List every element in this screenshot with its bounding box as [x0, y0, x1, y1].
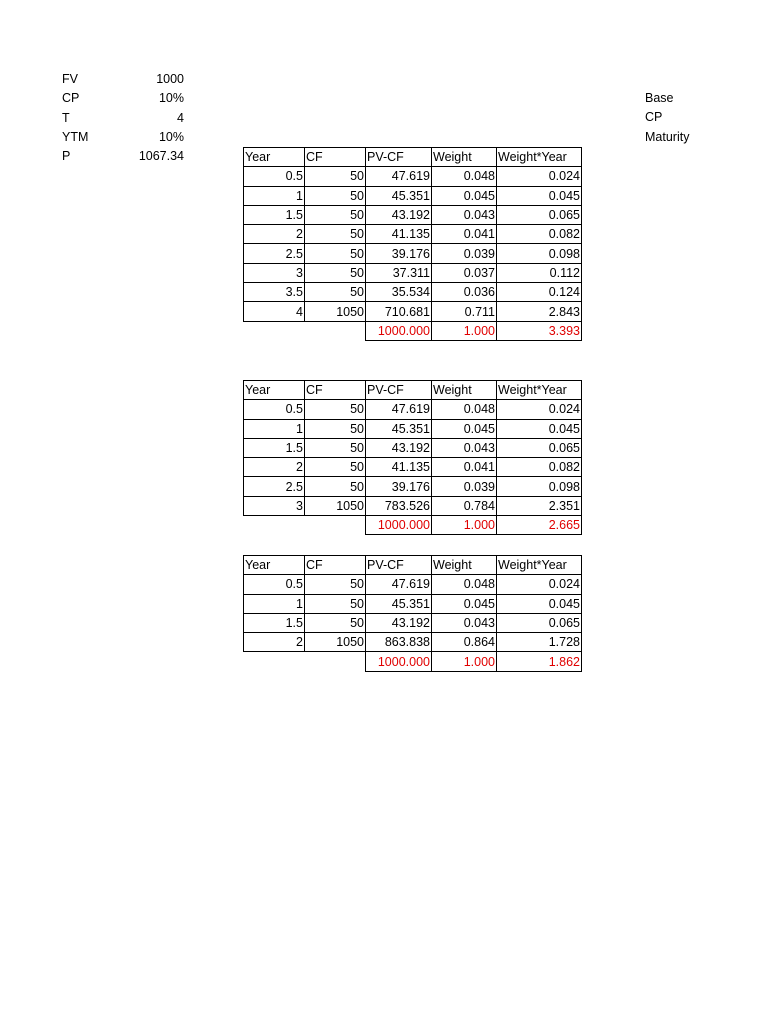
cell-cf: 1050	[305, 633, 366, 652]
cell-weight: 0.041	[432, 458, 497, 477]
param-label: T	[62, 110, 70, 125]
header-weight-year: Weight*Year	[497, 148, 582, 167]
duration-table-cp	[243, 380, 582, 535]
cell-weight: 0.864	[432, 633, 497, 652]
cell-pv-cf: 47.619	[366, 575, 432, 594]
cell-year: 2	[244, 458, 305, 477]
cell-year: 3	[244, 496, 305, 515]
cell-weight: 0.043	[432, 613, 497, 632]
header-weight: Weight	[432, 556, 497, 575]
table-header-row	[244, 381, 582, 400]
cell-cf: 50	[305, 419, 366, 438]
total-pv-cf: 1000.000	[366, 516, 432, 535]
cell-cf: 50	[305, 263, 366, 282]
cell-weight-year: 0.024	[497, 167, 582, 186]
header-year: Year	[244, 148, 305, 167]
table-row	[244, 263, 582, 282]
total-duration: 1.862	[497, 652, 582, 671]
cell-year: 2	[244, 633, 305, 652]
cell-pv-cf: 39.176	[366, 477, 432, 496]
cell-weight: 0.045	[432, 186, 497, 205]
empty-cell	[305, 321, 366, 340]
cell-cf: 50	[305, 225, 366, 244]
cell-weight-year: 0.045	[497, 186, 582, 205]
param-value: 10%	[158, 129, 184, 144]
total-duration: 2.665	[497, 516, 582, 535]
cell-weight-year: 0.082	[497, 458, 582, 477]
table-row	[244, 167, 582, 186]
empty-cell	[305, 652, 366, 671]
header-weight: Weight	[432, 148, 497, 167]
param-value: 10%	[158, 91, 184, 106]
cell-pv-cf: 37.311	[366, 263, 432, 282]
cell-pv-cf: 47.619	[366, 400, 432, 419]
cell-pv-cf: 43.192	[366, 205, 432, 224]
note-base: Base	[645, 91, 674, 105]
header-weight: Weight	[432, 381, 497, 400]
duration-table-base	[243, 147, 582, 341]
note-cp: CP	[645, 110, 663, 125]
cell-year: 3.5	[244, 283, 305, 302]
header-cf: CF	[305, 148, 366, 167]
cell-weight: 0.048	[432, 575, 497, 594]
cell-year: 1	[244, 594, 305, 613]
cell-pv-cf: 41.135	[366, 458, 432, 477]
cell-cf: 50	[305, 283, 366, 302]
param-row-ytm	[62, 128, 184, 147]
table-row	[244, 594, 582, 613]
cell-weight-year: 0.098	[497, 244, 582, 263]
note-maturity: Maturity	[645, 129, 690, 144]
table-row	[244, 225, 582, 244]
bond-parameters	[62, 70, 184, 166]
table-row	[244, 438, 582, 457]
cell-year: 2	[244, 225, 305, 244]
cell-weight-year: 0.065	[497, 613, 582, 632]
cell-weight: 0.041	[432, 225, 497, 244]
cell-year: 1.5	[244, 613, 305, 632]
total-pv-cf: 1000.000	[366, 321, 432, 340]
cell-pv-cf: 45.351	[366, 186, 432, 205]
cell-year: 1	[244, 186, 305, 205]
param-row-t	[62, 109, 184, 128]
table-row	[244, 458, 582, 477]
total-pv-cf: 1000.000	[366, 652, 432, 671]
cell-weight: 0.045	[432, 594, 497, 613]
cell-pv-cf: 783.526	[366, 496, 432, 515]
cell-pv-cf: 45.351	[366, 419, 432, 438]
header-pv-cf: PV-CF	[366, 381, 432, 400]
cell-weight-year: 0.065	[497, 205, 582, 224]
cell-year: 0.5	[244, 167, 305, 186]
table-header-row	[244, 148, 582, 167]
cell-pv-cf: 43.192	[366, 613, 432, 632]
table-row	[244, 419, 582, 438]
totals-row	[244, 652, 582, 671]
cell-weight: 0.039	[432, 477, 497, 496]
cell-cf: 50	[305, 594, 366, 613]
totals-row	[244, 321, 582, 340]
header-pv-cf: PV-CF	[366, 556, 432, 575]
cell-weight-year: 0.098	[497, 477, 582, 496]
table-row	[244, 613, 582, 632]
cell-pv-cf: 39.176	[366, 244, 432, 263]
total-weight: 1.000	[432, 321, 497, 340]
cell-weight-year: 0.124	[497, 283, 582, 302]
cell-pv-cf: 710.681	[366, 302, 432, 321]
param-label: FV	[62, 72, 78, 86]
table-row	[244, 400, 582, 419]
cell-weight-year: 0.045	[497, 419, 582, 438]
header-year: Year	[244, 556, 305, 575]
cell-pv-cf: 863.838	[366, 633, 432, 652]
cell-cf: 50	[305, 400, 366, 419]
cell-pv-cf: 45.351	[366, 594, 432, 613]
duration-table-maturity	[243, 555, 582, 672]
cell-weight: 0.048	[432, 167, 497, 186]
total-duration: 3.393	[497, 321, 582, 340]
total-weight: 1.000	[432, 516, 497, 535]
cell-weight-year: 0.045	[497, 594, 582, 613]
cell-cf: 50	[305, 613, 366, 632]
cell-weight: 0.043	[432, 438, 497, 457]
table-row	[244, 244, 582, 263]
cell-year: 3	[244, 263, 305, 282]
cell-weight-year: 1.728	[497, 633, 582, 652]
table-row	[244, 302, 582, 321]
cell-weight-year: 0.065	[497, 438, 582, 457]
cell-weight: 0.037	[432, 263, 497, 282]
table-header-row	[244, 556, 582, 575]
cell-cf: 50	[305, 205, 366, 224]
cell-weight: 0.711	[432, 302, 497, 321]
cell-cf: 50	[305, 438, 366, 457]
param-row-fv	[62, 70, 184, 89]
cell-year: 0.5	[244, 575, 305, 594]
param-value: 1067.34	[138, 149, 184, 164]
empty-cell	[244, 516, 305, 535]
cell-year: 4	[244, 302, 305, 321]
table-row	[244, 477, 582, 496]
header-weight-year: Weight*Year	[497, 556, 582, 575]
scenario-notes	[645, 89, 689, 147]
table-row	[244, 575, 582, 594]
table-row	[244, 205, 582, 224]
param-label: P	[62, 149, 71, 164]
empty-cell	[244, 321, 305, 340]
cell-year: 1	[244, 419, 305, 438]
param-row-p	[62, 147, 184, 166]
cell-weight: 0.045	[432, 419, 497, 438]
cell-pv-cf: 43.192	[366, 438, 432, 457]
cell-year: 1.5	[244, 205, 305, 224]
param-label: CP	[62, 91, 80, 106]
cell-year: 2.5	[244, 477, 305, 496]
cell-cf: 50	[305, 244, 366, 263]
cell-weight-year: 0.112	[497, 263, 582, 282]
empty-cell	[305, 516, 366, 535]
cell-weight: 0.039	[432, 244, 497, 263]
cell-cf: 50	[305, 186, 366, 205]
cell-pv-cf: 47.619	[366, 167, 432, 186]
param-value: 4	[177, 110, 184, 125]
cell-weight-year: 0.024	[497, 400, 582, 419]
cell-cf: 50	[305, 167, 366, 186]
cell-cf: 1050	[305, 302, 366, 321]
header-cf: CF	[305, 381, 366, 400]
table-row	[244, 633, 582, 652]
cell-weight-year: 0.024	[497, 575, 582, 594]
cell-cf: 50	[305, 477, 366, 496]
header-weight-year: Weight*Year	[497, 381, 582, 400]
param-value: 1000	[156, 72, 184, 86]
cell-year: 0.5	[244, 400, 305, 419]
totals-row	[244, 516, 582, 535]
cell-cf: 50	[305, 458, 366, 477]
total-weight: 1.000	[432, 652, 497, 671]
cell-pv-cf: 41.135	[366, 225, 432, 244]
cell-weight-year: 2.843	[497, 302, 582, 321]
cell-weight-year: 2.351	[497, 496, 582, 515]
table-row	[244, 496, 582, 515]
header-cf: CF	[305, 556, 366, 575]
param-row-cp	[62, 89, 184, 108]
cell-weight: 0.036	[432, 283, 497, 302]
table-row	[244, 283, 582, 302]
table-row	[244, 186, 582, 205]
cell-cf: 50	[305, 575, 366, 594]
cell-year: 1.5	[244, 438, 305, 457]
cell-weight-year: 0.082	[497, 225, 582, 244]
cell-cf: 1050	[305, 496, 366, 515]
cell-weight: 0.048	[432, 400, 497, 419]
header-year: Year	[244, 381, 305, 400]
cell-weight: 0.784	[432, 496, 497, 515]
cell-pv-cf: 35.534	[366, 283, 432, 302]
header-pv-cf: PV-CF	[366, 148, 432, 167]
param-label: YTM	[62, 129, 89, 144]
cell-weight: 0.043	[432, 205, 497, 224]
empty-cell	[244, 652, 305, 671]
cell-year: 2.5	[244, 244, 305, 263]
